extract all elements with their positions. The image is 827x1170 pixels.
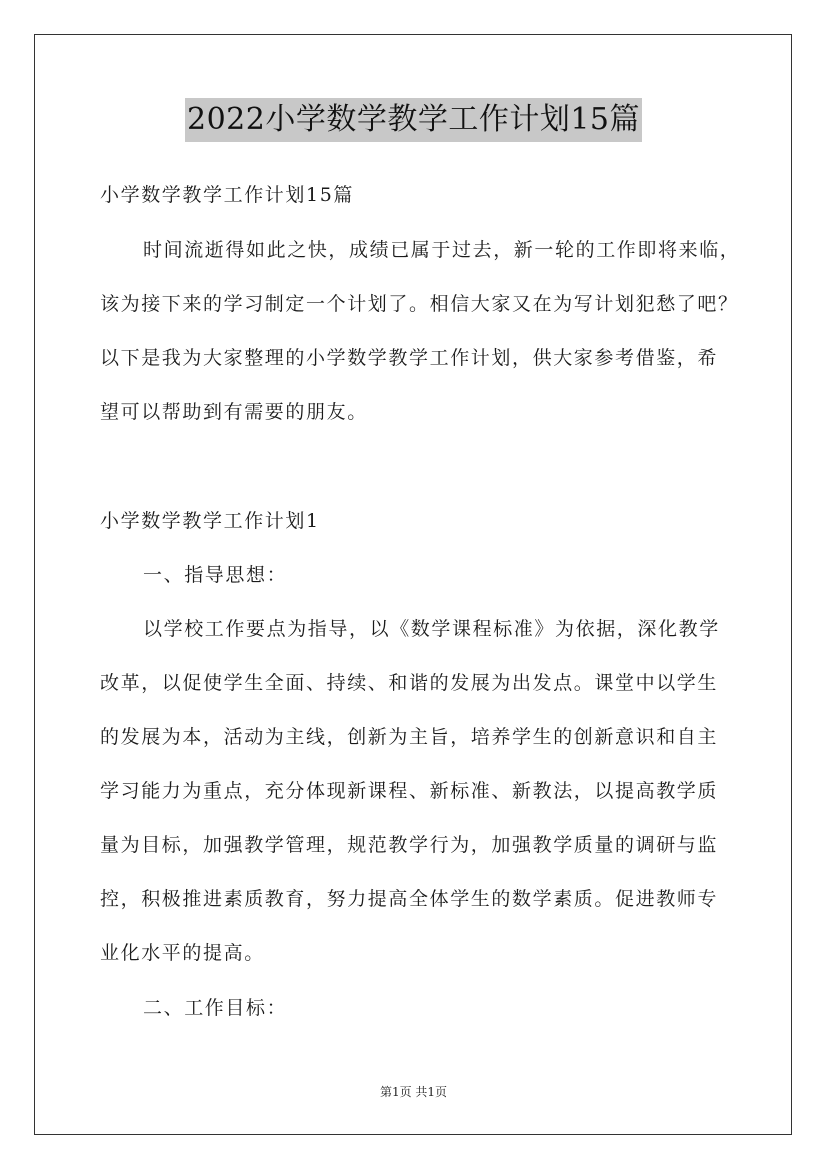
subheading-work-goals: 二、工作目标： (143, 997, 288, 1019)
intro-line: 时间流逝得如此之快，成绩已属于过去，新一轮的工作即将来临， (143, 239, 741, 261)
body-line: 的发展为本，活动为主线，创新为主旨，培养学生的创新意识和自主 (100, 726, 719, 748)
body-line: 量为目标，加强教学管理，规范教学行为，加强教学质量的调研与监 (100, 834, 719, 856)
section-heading: 小学数学教学工作计划1 (100, 510, 320, 532)
body-line: 业化水平的提高。 (100, 942, 265, 964)
title-container (0, 98, 827, 142)
intro-line: 该为接下来的学习制定一个计划了。相信大家又在为写计划犯愁了吧？ (100, 293, 739, 315)
body-line: 改革，以促使学生全面、持续、和谐的发展为出发点。课堂中以学生 (100, 672, 719, 694)
page-footer: 第1页 共1页 (379, 1085, 448, 1099)
document-subtitle: 小学数学教学工作计划15篇 (100, 184, 354, 206)
intro-line: 望可以帮助到有需要的朋友。 (100, 401, 368, 423)
body-line: 以学校工作要点为指导，以《数学课程标准》为依据，深化教学 (143, 618, 720, 640)
document-title: 2022小学数学教学工作计划15篇 (185, 98, 642, 142)
body-line: 学习能力为重点，充分体现新课程、新标准、新教法，以提高教学质 (100, 780, 719, 802)
body-line: 控，积极推进素质教育，努力提高全体学生的数学素质。促进教师专 (100, 888, 719, 910)
subheading-guiding-ideology: 一、指导思想： (143, 564, 288, 586)
intro-line: 以下是我为大家整理的小学数学教学工作计划，供大家参考借鉴，希 (100, 347, 719, 369)
